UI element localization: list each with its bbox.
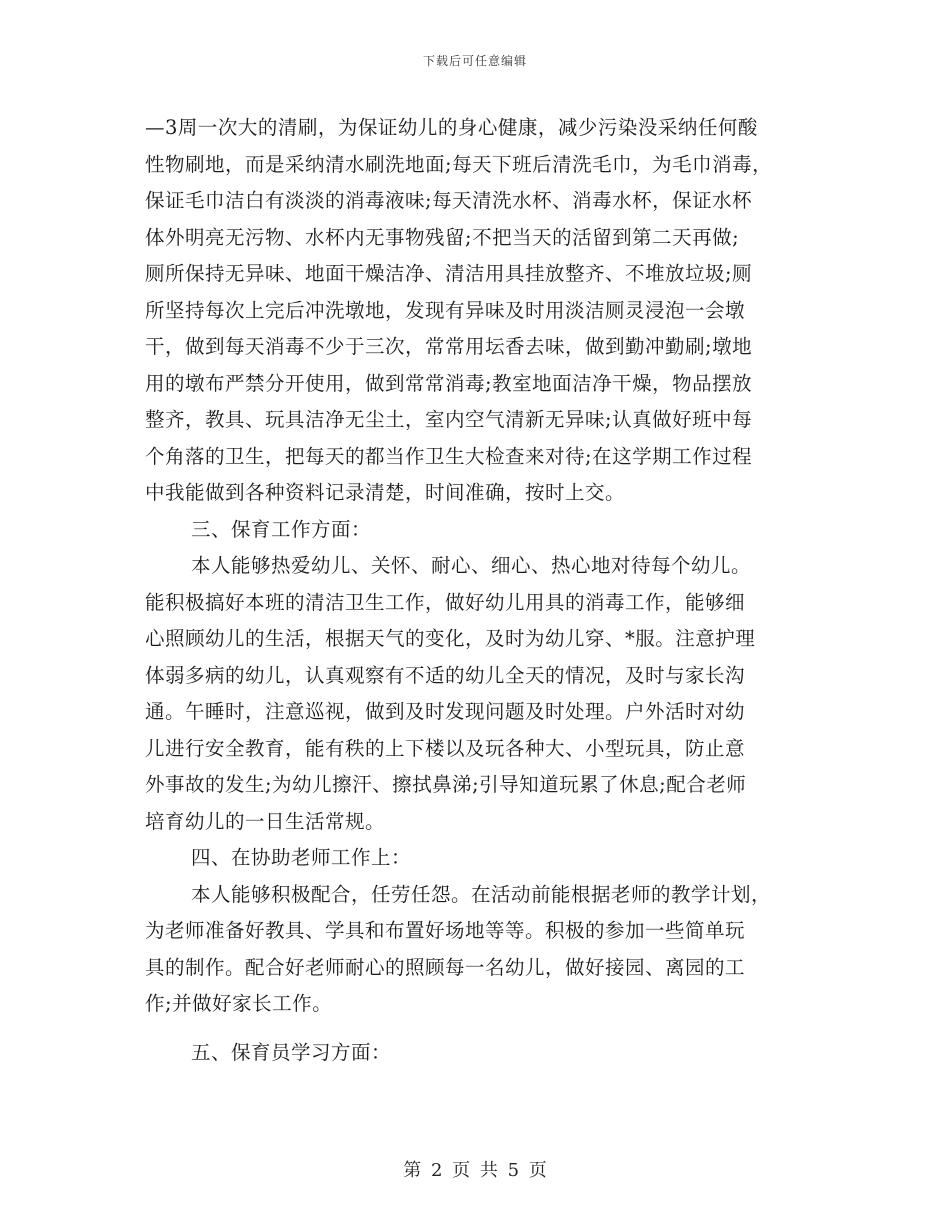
section-heading-assisting-teacher: 四、在协助老师工作上： <box>191 846 412 869</box>
text-line: 干，做到每天消毒不少于三次，常常用坛香去味，做到勤冲勤刷;墩地 <box>145 335 753 358</box>
text-line: 中我能做到各种资料记录清楚，时间准确，按时上交。 <box>145 481 626 504</box>
paragraph-care-work <box>145 548 815 840</box>
text-line: 保证毛巾洁白有淡淡的消毒液味;每天清洗水杯、消毒水杯，保证水杯 <box>145 189 753 212</box>
paragraph-assisting-teacher <box>145 877 815 1023</box>
text-line: 厕所保持无异味、地面干燥洁净、清洁用具挂放整齐、不堆放垃圾;厕 <box>145 262 753 285</box>
text-line: 具的制作。配合好老师耐心的照顾每一名幼儿，做好接园、离园的工 <box>145 955 746 979</box>
text-line: 心照顾幼儿的生活，根据天气的变化，及时为幼儿穿、*服。注意护理 <box>145 627 756 650</box>
text-line: 体弱多病的幼儿，认真观察有不适的幼儿全天的情况，及时与家长沟 <box>145 663 746 687</box>
document-body <box>145 110 815 1071</box>
text-line: 个角落的卫生，把每天的都当作卫生大检查来对待;在这学期工作过程 <box>145 444 753 468</box>
text-line: 本人能够热爱幼儿、关怀、耐心、细心、热心地对待每个幼儿。 <box>191 554 752 577</box>
section-heading-care-work: 三、保育工作方面： <box>191 517 372 541</box>
text-line: 所坚持每次上完后冲洗墩地，发现有异味及时用淡洁厕灵浸泡一会墩 <box>145 298 746 322</box>
section-heading-learning: 五、保育员学习方面： <box>191 1040 392 1064</box>
text-line: 为老师准备好教具、学具和布置好场地等等。积极的参加一些简单玩 <box>145 919 746 942</box>
page-header: 下载后可任意编辑 <box>422 54 527 68</box>
text-line: 作;并做好家长工作。 <box>145 992 333 1015</box>
text-line: 外事故的发生;为幼儿擦汗、擦拭鼻涕;引导知道玩累了休息;配合老师 <box>145 773 747 796</box>
text-line: 性物刷地，而是采纳清水刷洗地面;每天下班后清洗毛巾，为毛巾消毒， <box>145 152 773 176</box>
text-line: 儿进行安全教育，能有秩的上下楼以及玩各种大、小型玩具，防止意 <box>145 736 746 760</box>
text-line: 整齐，教具、玩具洁净无尘土，室内空气清新无异味;认真做好班中每 <box>145 408 753 431</box>
text-line: 通。午睡时，注意巡视，做到及时发现问题及时处理。户外活时对幼 <box>145 700 746 723</box>
text-line: 能积极搞好本班的清洁卫生工作，做好幼儿用具的消毒工作，能够细 <box>145 590 746 614</box>
page-number-footer: 第 2 页 共 5 页 <box>403 1160 547 1181</box>
text-line: 体外明亮无污物、水杯内无事物残留;不把当天的活留到第二天再做; <box>145 225 740 249</box>
text-line: 培育幼儿的一日生活常规。 <box>145 809 386 833</box>
paragraph-hygiene <box>145 110 815 512</box>
text-line: 用的墩布严禁分开使用，做到常常消毒;教室地面洁净干燥，物品摆放 <box>145 371 753 395</box>
text-line: —3周一次大的清刷，为保证幼儿的身心健康，减少污染没采纳任何酸 <box>145 116 758 139</box>
text-line: 本人能够积极配合，任劳任怨。在活动前能根据老师的教学计划， <box>191 882 772 906</box>
